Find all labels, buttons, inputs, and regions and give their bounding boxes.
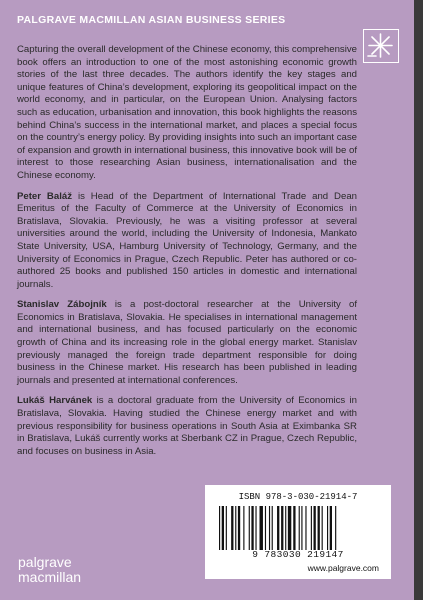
publisher-line-1: palgrave <box>18 554 72 570</box>
author-bio-text: is Head of the Department of International Trade and Dean Emeritus of the Faculty of Commerce at the University of Economics in Bratislava, Slovakia. Previously, he was a visiting professor at several universities around the world, including the University of Indonesia, Mankato State University, USA, Hamburg University of Technology, Germany, and the University of Economics in Prague, Czech Republic. Peter has authored or co-authored 25 books and published 150 articles in domestic and international journals. <box>17 190 357 290</box>
series-title: PALGRAVE MACMILLAN ASIAN BUSINESS SERIES <box>17 14 286 26</box>
barcode-icon <box>219 506 377 550</box>
author-name: Lukáš Harvánek <box>17 395 93 407</box>
author-name: Stanislav Zábojník <box>17 299 107 311</box>
barcode-digits: 9 783030 219147 <box>252 549 344 560</box>
book-description: Capturing the overall development of the Chinese economy, this comprehensive book offers an introduction to one of the most astonishing economic growth stories of the last three decades. The authors identify the key stages and unique features of China’s development, exploring its geopolitical impact on the world economy, and in particular, on the European Union. Analysing factors such as education, urbanisation and innovation, this book highlights the reasons behind China’s success in the international market, and places a special focus on the country’s energy policy. By providing insights into such an important case of expansion and growth in international business, this innovative book will be of interest to those researching Asian business, internationalisation and the Chinese economy. <box>17 44 357 181</box>
barcode-panel <box>205 485 391 579</box>
isbn-label: ISBN 978-3-030-21914-7 <box>238 492 358 502</box>
book-spine-edge <box>414 0 423 600</box>
author-bio-text: is a post-doctoral researcher at the University of Economics in Bratislava, Slovakia. He specialises in international management and international business, and has focused particularly on the economic growth of China and its increasing role in the global energy market. Stanislav previously managed the foreign trade department responsible for doing business in the Chinese market. His research has been published in leading journals and presented at international conferences. <box>17 299 357 386</box>
author-bio-text: is a doctoral graduate from the University of Economics in Bratislava, Slovakia. Having studied the Chinese energy market and with previous responsibility for business operations in South Asia at Eximbanka SR in Bratislava, Lukáš currently works at Sberbank CZ in Prague, Czech Republic, and focuses on business in Asia. <box>17 395 358 457</box>
publisher-line-2: macmillan <box>18 569 82 585</box>
palgrave-logo-icon <box>363 29 399 63</box>
author-bio-3 <box>17 395 357 458</box>
publisher-url: www.palgrave.com <box>307 563 379 573</box>
back-cover-text <box>17 44 357 466</box>
author-bio-2 <box>17 299 357 387</box>
publisher-logo <box>18 555 81 585</box>
author-name: Peter Baláž <box>17 190 72 202</box>
author-bio-1 <box>17 191 357 292</box>
